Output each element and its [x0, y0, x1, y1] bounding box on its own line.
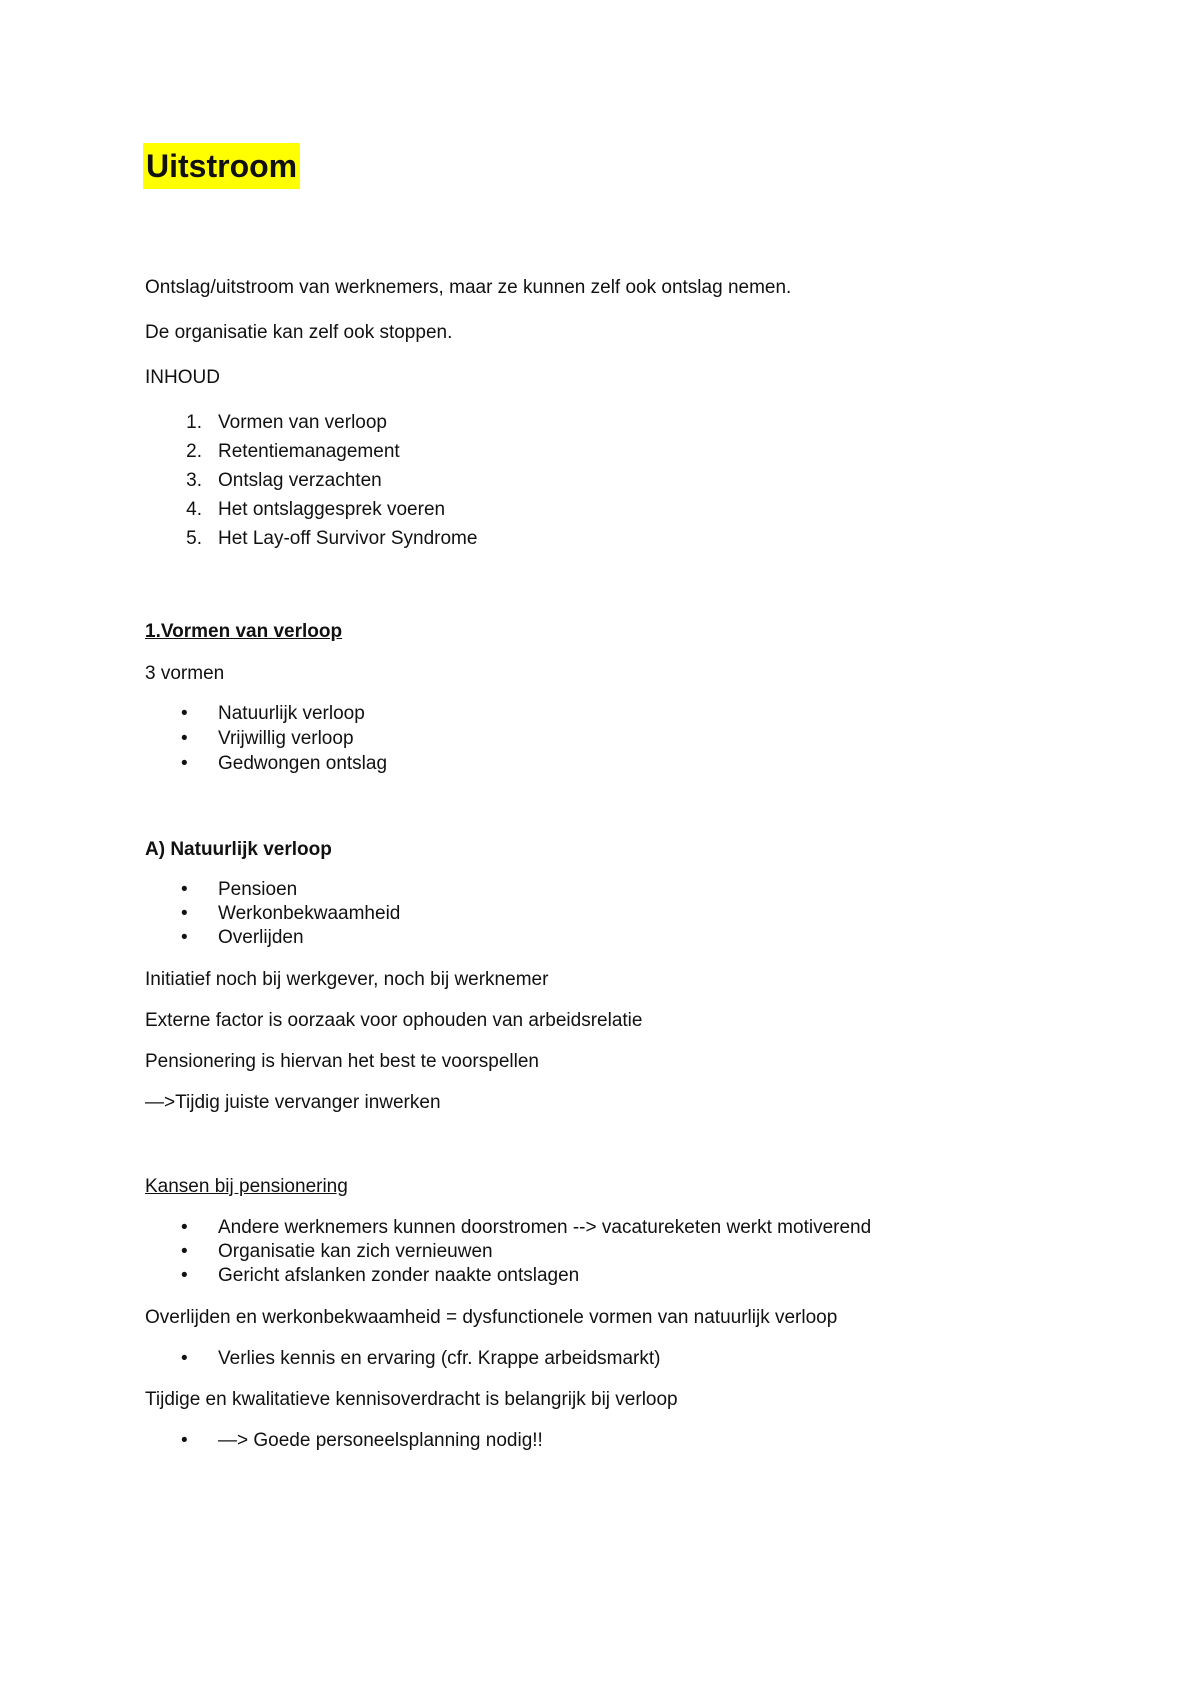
bullet-item: Overlijden: [218, 927, 304, 948]
section-paragraph: Externe factor is oorzaak voor ophouden van arbeidsrelatie: [145, 1010, 643, 1031]
bullet-item: Pensioen: [218, 879, 298, 900]
toc-item: Ontslag verzachten: [218, 470, 382, 491]
toc-number: 1.: [186, 412, 202, 433]
toc-item: Vormen van verloop: [218, 412, 387, 433]
bullet-icon: •: [181, 1430, 188, 1451]
section-heading: 1.Vormen van verloop: [145, 621, 343, 642]
bullet-item: Vrijwillig verloop: [218, 728, 354, 749]
bullet-icon: •: [181, 753, 188, 774]
toc-item: Het Lay-off Survivor Syndrome: [218, 528, 478, 549]
section-paragraph: Initiatief noch bij werkgever, noch bij werknemer: [145, 969, 549, 990]
toc-number: 5.: [186, 528, 202, 549]
bullet-icon: •: [181, 879, 188, 900]
intro-paragraph: Ontslag/uitstroom van werknemers, maar ze kunnen zelf ook ontslag nemen.: [145, 277, 792, 298]
inhoud-label: INHOUD: [145, 367, 220, 388]
bullet-item: Gericht afslanken zonder naakte ontslagen: [218, 1265, 580, 1286]
bullet-icon: •: [181, 927, 188, 948]
bullet-item: —> Goede personeelsplanning nodig!!: [218, 1430, 543, 1451]
intro-paragraph: De organisatie kan zelf ook stoppen.: [145, 322, 453, 343]
toc-item: Het ontslaggesprek voeren: [218, 499, 446, 520]
toc-number: 4.: [186, 499, 202, 520]
section-paragraph: 3 vormen: [145, 663, 225, 684]
subsection-heading: Kansen bij pensionering: [145, 1176, 348, 1197]
bullet-icon: •: [181, 1217, 188, 1238]
section-paragraph: Overlijden en werkonbekwaamheid = dysfunctionele vormen van natuurlijk verloop: [145, 1307, 838, 1328]
document-title: Uitstroom: [143, 143, 300, 189]
toc-item: Retentiemanagement: [218, 441, 400, 462]
section-paragraph: —>Tijdig juiste vervanger inwerken: [145, 1092, 441, 1113]
bullet-icon: •: [181, 703, 188, 724]
toc-number: 2.: [186, 441, 202, 462]
bullet-item: Andere werknemers kunnen doorstromen --> vacatureketen werkt motiverend: [218, 1217, 872, 1238]
section-paragraph: Tijdige en kwalitatieve kennisoverdracht is belangrijk bij verloop: [145, 1389, 678, 1410]
bullet-icon: •: [181, 903, 188, 924]
bullet-item: Werkonbekwaamheid: [218, 903, 401, 924]
section-heading: A) Natuurlijk verloop: [145, 839, 332, 860]
bullet-icon: •: [181, 1265, 188, 1286]
section-paragraph: Pensionering is hiervan het best te voorspellen: [145, 1051, 539, 1072]
bullet-icon: •: [181, 1241, 188, 1262]
bullet-icon: •: [181, 1348, 188, 1369]
bullet-item: Organisatie kan zich vernieuwen: [218, 1241, 493, 1262]
bullet-item: Verlies kennis en ervaring (cfr. Krappe arbeidsmarkt): [218, 1348, 661, 1369]
toc-number: 3.: [186, 470, 202, 491]
bullet-item: Natuurlijk verloop: [218, 703, 365, 724]
bullet-item: Gedwongen ontslag: [218, 753, 388, 774]
bullet-icon: •: [181, 728, 188, 749]
